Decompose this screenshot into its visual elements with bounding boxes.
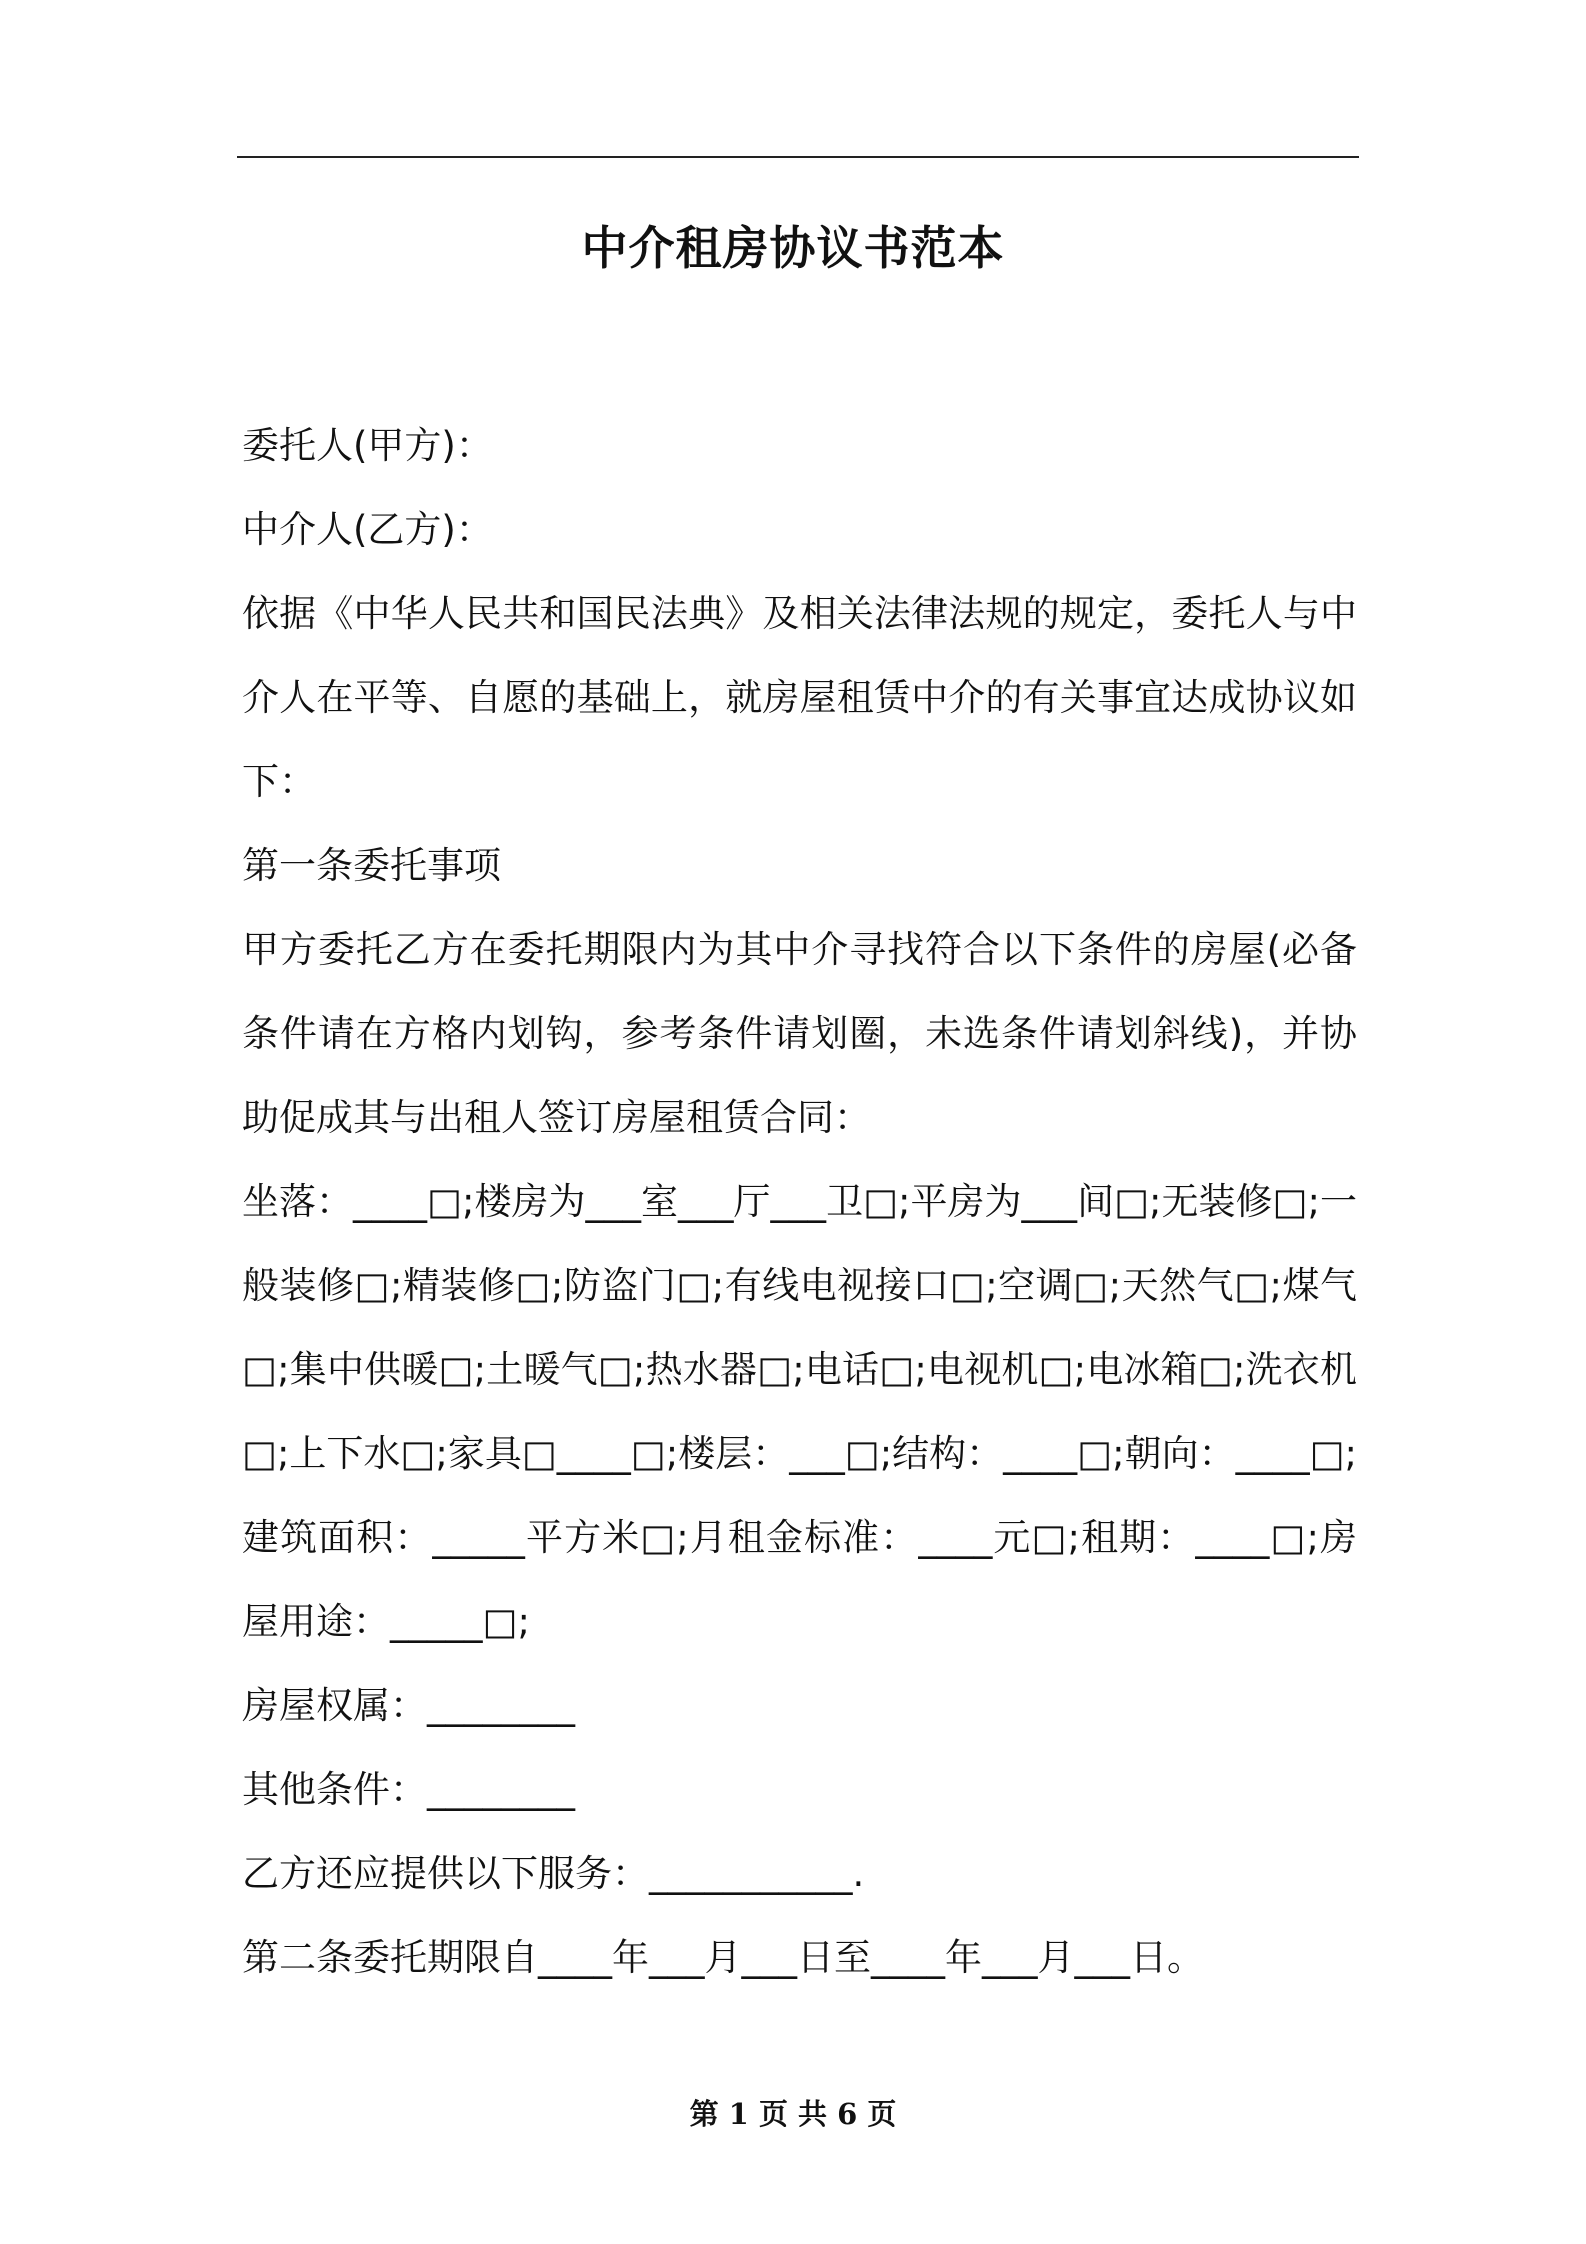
party-b-line: 中介人(乙方)： [242,508,493,551]
article-1-heading: 第一条委托事项 [242,844,501,887]
article-2-term-line: 第二条委托期限自____年___月___日至____年___月___日。 [242,1936,1204,1979]
preamble-paragraph: 依据《中华人民共和国民法典》及相关法律法规的规定，委托人与中介人在平等、自愿的基础上，就房屋租赁中介的有关事宜达成协议如下： [242,592,1357,803]
page-number: 第 1 页 共 6 页 [689,2097,897,2131]
header-rule [237,156,1359,158]
additional-services-line: 乙方还应提供以下服务：___________. [242,1852,865,1895]
document-body [242,404,1357,2000]
property-conditions-paragraph: 坐落：____□;楼房为___室___厅___卫□;平房为___间□;无装修□;一般装修□;精装修□;防盗门□;有线电视接口□;空调□;天然气□;煤气□;集中供暖□;土暖气□;热水器□;电话□;电视机□;电冰箱□;洗衣机□;上下水□;家具□____□;楼层：___□;结构：____□;朝向：____□;建筑面积：_____平方米□;月租金标准：____元□;租期：____□;房屋用途：_____□; [242,1180,1358,1643]
party-a-line: 委托人(甲方)： [242,424,493,467]
article-1-description: 甲方委托乙方在委托期限内为其中介寻找符合以下条件的房屋(必备条件请在方格内划钩，参考条件请划圈，未选条件请划斜线)，并协助促成其与出租人签订房屋租赁合同： [242,928,1357,1139]
document-title: 中介租房协议书范本 [581,221,1005,275]
other-conditions-line: 其他条件：________ [242,1768,575,1811]
property-ownership-line: 房屋权属：________ [242,1684,575,1727]
